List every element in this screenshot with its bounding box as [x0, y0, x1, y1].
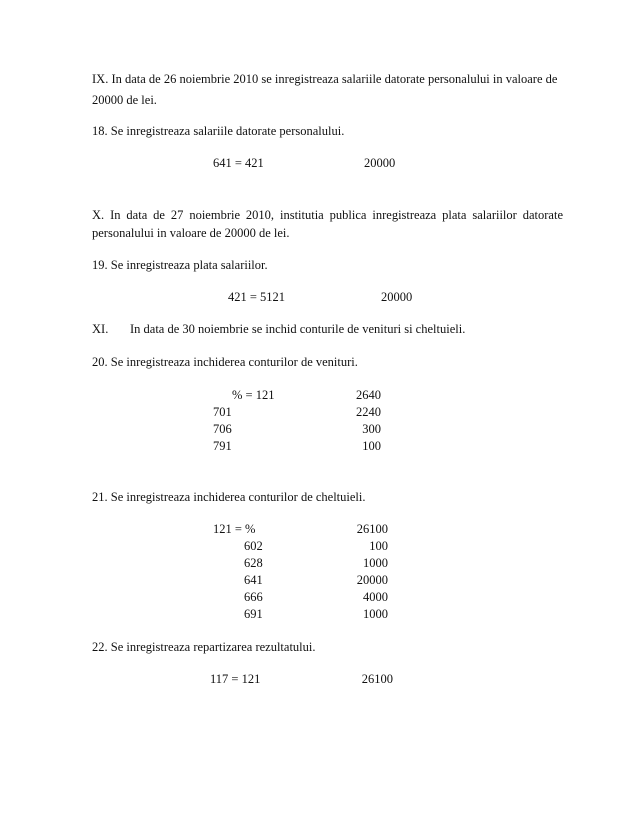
step-18-formula: 641 = 421: [213, 156, 264, 170]
section-xi-number: XI.: [92, 322, 109, 336]
step-21-formula: 121 = %: [213, 522, 256, 536]
step-21-amount: 1000: [363, 556, 388, 570]
section-ix-heading-line1: IX. In data de 26 noiembrie 2010 se inregistreaza salariile datorate personalului in valoare de: [92, 72, 558, 86]
step-22-formula: 117 = 121: [210, 672, 261, 686]
step-19-amount: 20000: [381, 290, 413, 304]
step-22-amount: 26100: [361, 672, 393, 686]
step-18-label: 18. Se inregistreaza salariile datorate personalului.: [92, 124, 345, 138]
step-20-amount: 2240: [356, 405, 381, 419]
step-20-account: 701: [213, 405, 232, 419]
section-x-heading-line2: personalului in valoare de 20000 de lei.: [92, 226, 290, 240]
step-21-amount: 4000: [363, 590, 388, 604]
step-22-label: 22. Se inregistreaza repartizarea rezultatului.: [92, 640, 316, 654]
step-21-account: 691: [244, 607, 263, 621]
step-21-account: 641: [244, 573, 263, 587]
step-21-account: 666: [244, 590, 263, 604]
step-20-total: 2640: [356, 388, 381, 402]
step-19-formula: 421 = 5121: [228, 290, 286, 304]
step-21-label: 21. Se inregistreaza inchiderea conturilor de cheltuieli.: [92, 490, 366, 504]
step-18-amount: 20000: [364, 156, 396, 170]
step-20-formula: % = 121: [232, 388, 275, 402]
step-20-amount: 300: [362, 422, 381, 436]
step-21-account: 602: [244, 539, 263, 553]
section-ix-heading-line2: 20000 de lei.: [92, 93, 157, 107]
step-21-total: 26100: [356, 522, 388, 536]
step-20-label: 20. Se inregistreaza inchiderea conturilor de venituri.: [92, 355, 358, 369]
step-20-account: 791: [213, 439, 232, 453]
section-xi-text: In data de 30 noiembrie se inchid conturile de venituri si cheltuieli.: [130, 322, 466, 336]
step-20-amount: 100: [362, 439, 381, 453]
section-x-heading-line1: X. In data de 27 noiembrie 2010, institutia publica inregistreaza plata salariilor datorate: [92, 208, 563, 222]
step-19-label: 19. Se inregistreaza plata salariilor.: [92, 258, 268, 272]
step-21-amount: 100: [369, 539, 388, 553]
step-21-amount: 20000: [356, 573, 388, 587]
step-20-account: 706: [213, 422, 232, 436]
step-21-account: 628: [244, 556, 263, 570]
step-21-amount: 1000: [363, 607, 388, 621]
